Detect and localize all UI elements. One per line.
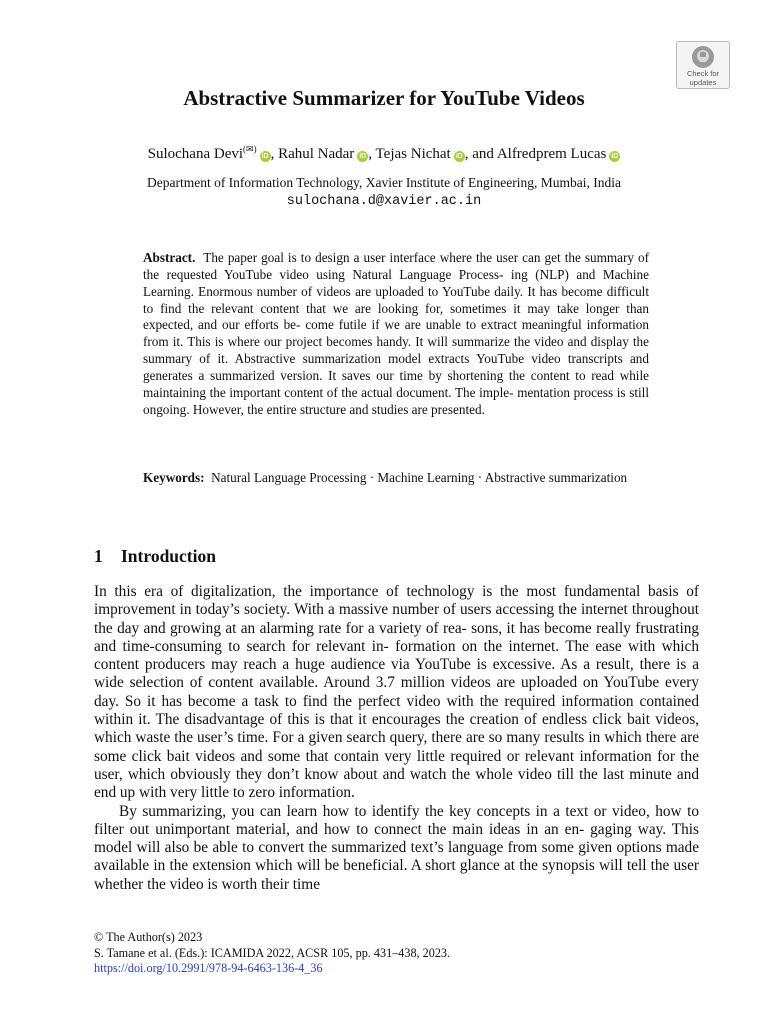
check-for-updates-badge[interactable] bbox=[676, 41, 730, 89]
badge-line-2: updates bbox=[689, 77, 717, 87]
orcid-icon[interactable]: iD bbox=[455, 153, 463, 160]
keywords bbox=[143, 469, 649, 486]
author-name: Tejas Nichat bbox=[375, 146, 451, 162]
author-separator: , bbox=[270, 146, 279, 162]
badge-line-1: Check for bbox=[686, 69, 720, 78]
affiliation: Department of Information Technology, Xavier Institute of Engineering, Mumbai, India bbox=[146, 175, 622, 190]
author-separator: , bbox=[368, 146, 376, 162]
orcid-icon[interactable]: iD bbox=[359, 153, 367, 160]
keywords-text: Natural Language Processing · Machine Learning · Abstractive summarization bbox=[211, 470, 628, 485]
abstract-text: The paper goal is to design a user interface where the user can get the summary of the requested YouTube video using Natural Language Process- ing (NLP) and Machine Learning. Enormous number of videos are uploaded to YouTube daily. It has become difficult to find the relevant content that we are looking for, sometimes it may take longer than expected, and our efforts be- come futile if we are unable to extract meaningful information from it. This is where our project becomes handy. It will summarize the video and display the summary of it. Abstractive summarization model extracts YouTube video transcripts and generates a summarized version. It saves our time by shortening the content to read while maintaining the important content of the actual document. The imple- mentation process is still ongoing. However, the entire structure and studies are presented. bbox=[143, 250, 649, 417]
orcid-icon[interactable]: iD bbox=[611, 153, 619, 160]
abstract bbox=[143, 250, 649, 418]
orcid-icon[interactable]: iD bbox=[261, 153, 269, 160]
paragraph: By summarizing, you can learn how to identify the key concepts in a text or video, how to filter out unimportant material, and how to connect the main ideas in an en- gaging way. This model will also be able to convert the summarized text’s language from some given options made available in the extension which will be beneficial. A short glance at the synopsis will tell the user whether the video is worth their time bbox=[94, 802, 699, 893]
corresponding-author-mark: (✉) bbox=[243, 144, 257, 154]
citation: S. Tamane et al. (Eds.): ICAMIDA 2022, ACSR 105, pp. 431–438, 2023. bbox=[94, 945, 451, 960]
section-number: 1 bbox=[94, 546, 103, 566]
keywords-label: Keywords: bbox=[143, 470, 205, 485]
author-separator: , and bbox=[464, 146, 497, 162]
copyright-notice: © The Author(s) 2023 bbox=[94, 930, 203, 944]
section-heading bbox=[94, 545, 216, 567]
author-email[interactable]: sulochana.d@xavier.ac.in bbox=[286, 194, 482, 209]
author-name: Alfredprem Lucas bbox=[496, 146, 607, 162]
abstract-label: Abstract. bbox=[143, 250, 196, 265]
footer bbox=[94, 930, 450, 977]
paragraph: In this era of digitalization, the importance of technology is the most fundamental basis of improvement in today’s society. With a massive number of users accessing the internet throughout the day and growing at an alarming rate for a variety of rea- sons, it has become really frustrating and time-consuming to search for relevant in- formation on the internet. The ease with which content producers may reach a huge audience via YouTube is excessive. As a result, there is a wide selection of content available. Around 3.7 million videos are uploaded on YouTube every day. So it has become a task to find the perfect video with the required information contained within it. The disadvantage of this is that it encourages the creation of endless click bait videos, which waste the user’s time. For a given search query, there are so many results in which there are some click bait videos and some that contain very little required or relevant information for the user, which obviously they don’t know about and watch the whole video till the last minute and end up with very little to zero information. bbox=[94, 583, 699, 802]
paper-title: Abstractive Summarizer for YouTube Videos bbox=[183, 86, 585, 110]
body-text bbox=[94, 583, 699, 894]
check-for-updates-icon bbox=[691, 45, 715, 69]
author-list bbox=[0, 139, 768, 164]
author-name: Rahul Nadar bbox=[278, 146, 355, 162]
author-name: Sulochana Devi bbox=[147, 146, 244, 162]
doi-link[interactable]: https://doi.org/10.2991/978-94-6463-136-4_36 bbox=[94, 961, 323, 975]
section-title: Introduction bbox=[121, 546, 216, 566]
